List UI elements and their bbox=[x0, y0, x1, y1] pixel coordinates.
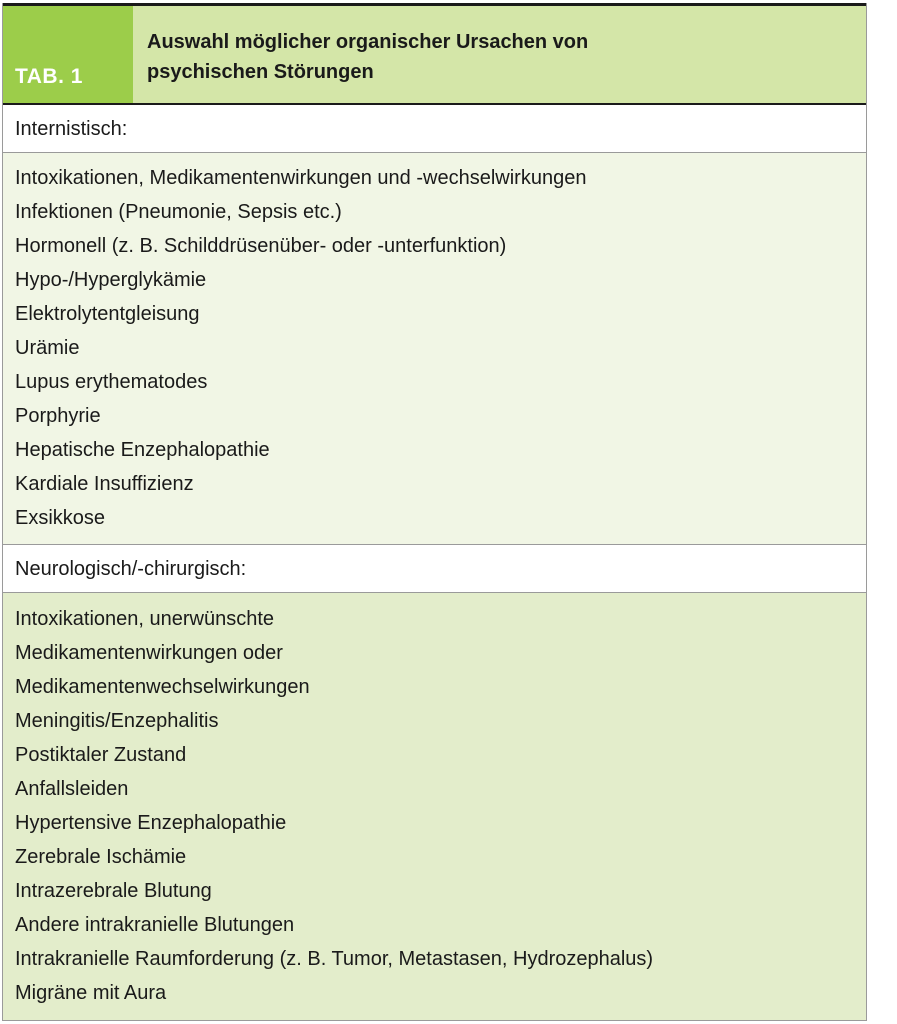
causes-table bbox=[2, 3, 867, 1021]
table-title bbox=[133, 6, 866, 103]
list-item: Meningitis/Enzephalitis bbox=[15, 710, 219, 732]
list-item: Postiktaler Zustand bbox=[15, 744, 187, 766]
section-heading-internistisch: Internistisch: bbox=[3, 105, 866, 153]
list-item: Elektrolytentgleisung bbox=[15, 303, 200, 325]
table-title-line-2: psychischen Störungen bbox=[147, 61, 374, 83]
list-item: Intrazerebrale Blutung bbox=[15, 880, 212, 902]
list-item: Hepatische Enzephalopathie bbox=[15, 439, 270, 461]
section-list-neurologisch bbox=[3, 593, 866, 1021]
table-number-label: TAB. 1 bbox=[3, 6, 133, 103]
section-heading-neurologisch: Neurologisch/-chirurgisch: bbox=[3, 545, 866, 593]
list-item: Medikamentenwirkungen oder bbox=[15, 642, 283, 664]
list-item: Hypo-/Hyperglykämie bbox=[15, 269, 207, 291]
list-item: Migräne mit Aura bbox=[15, 982, 167, 1004]
list-item: Zerebrale Ischämie bbox=[15, 846, 187, 868]
list-item: Andere intrakranielle Blutungen bbox=[15, 914, 295, 936]
list-item: Exsikkose bbox=[15, 507, 106, 529]
list-item: Medikamentenwechselwirkungen bbox=[15, 676, 310, 698]
list-item: Urämie bbox=[15, 337, 80, 359]
section-list-internistisch bbox=[3, 153, 866, 545]
table-header bbox=[3, 3, 866, 105]
list-item: Intoxikationen, Medikamentenwirkungen und -wechselwirkungen bbox=[15, 167, 587, 189]
table-title-line-1: Auswahl möglicher organischer Ursachen von bbox=[147, 31, 589, 53]
list-item: Lupus erythematodes bbox=[15, 371, 208, 393]
list-item: Kardiale Insuffizienz bbox=[15, 473, 194, 495]
list-item: Hypertensive Enzephalopathie bbox=[15, 812, 287, 834]
list-item: Intoxikationen, unerwünschte bbox=[15, 608, 275, 630]
list-item: Hormonell (z. B. Schilddrüsenüber- oder -unterfunktion) bbox=[15, 235, 507, 257]
list-item: Intrakranielle Raumforderung (z. B. Tumor, Metastasen, Hydrozephalus) bbox=[15, 948, 654, 970]
list-item: Porphyrie bbox=[15, 405, 101, 427]
list-item: Infektionen (Pneumonie, Sepsis etc.) bbox=[15, 201, 342, 223]
list-item: Anfallsleiden bbox=[15, 778, 129, 800]
